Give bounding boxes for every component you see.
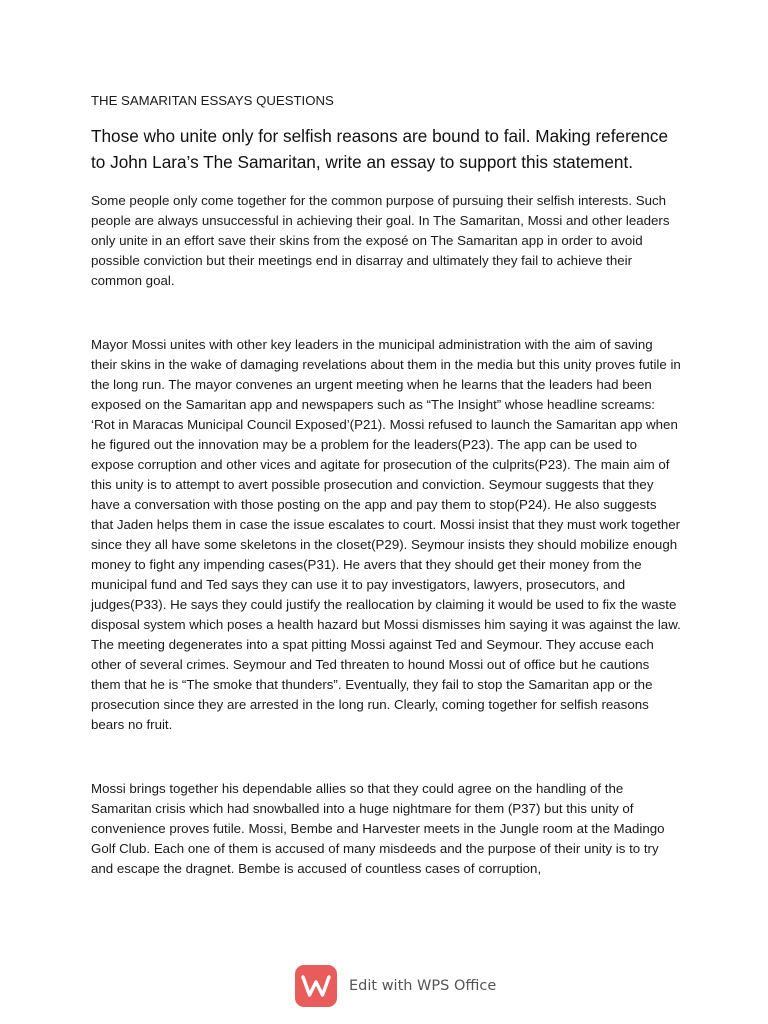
wps-edit-label[interactable]: Edit with WPS Office (349, 978, 497, 994)
essay-question: Those who unite only for selfish reasons are bound to fail. Making reference to John Lara’s The Samaritan, write an essay to support this statement. (91, 126, 669, 172)
wps-office-logo-icon (295, 965, 337, 1007)
document-title: THE SAMARITAN ESSAYS QUESTIONS (91, 93, 334, 108)
paragraph-introduction: Some people only come together for the common purpose of pursuing their selfish interests. Such people are always unsuccessful in achieving their goal. In The Samaritan, Mossi and other leaders only unite in an effort save their skins from the exposé on The Samaritan app in order to avoid possible conviction but their meetings end in disarray and ultimately they fail to achieve their common goal. (91, 193, 670, 288)
document-body (91, 92, 681, 879)
paragraph-body-2: Mossi brings together his dependable allies so that they could agree on the handling of the Samaritan crisis which had snowballed into a huge nightmare for them (P37) but this unity of convenience proves futile. Mossi, Bembe and Harvester meets in the Jungle room at the Madingo Golf Club. Each one of them is accused of many misdeeds and the purpose of their unity is to try and escape the dragnet. Bembe is accused of countless cases of corruption, (91, 781, 665, 876)
wps-edit-banner[interactable] (295, 964, 496, 1008)
paragraph-body-1: Mayor Mossi unites with other key leaders in the municipal administration with the aim of saving their skins in the wake of damaging revelations about them in the media but this unity proves futile in the long run. The mayor convenes an urgent meeting when he learns that the leaders had been exposed on the Samaritan app and newspapers such as “The Insight” whose headline screams: ‘Rot in Maracas Municipal Council Exposed’(P21). Mossi refused to launch the Samaritan app when he figured out the innovation may be a problem for the leaders(P23). The app can be used to expose corruption and other vices and agitate for prosecution of the culprits(P23). The main aim of this unity is to attempt to avert possible prosecution and conviction. Seymour suggests that they have a conversation with those posting on the app and pay them to stop(P24). He also suggests that Jaden helps them in case the issue escalates to court. Mossi insist that they must work together since they all have some skeletons in the closet(P29). Seymour insists they should mobilize enough money to fight any impending cases(P31). He avers that they should get their money from the municipal fund and Ted says they can use it to pay investigators, lawyers, prosecutors, and judges(P33). He says they could justify the reallocation by claiming it would be used to fix the waste disposal system which poses a health hazard but Mossi dismisses him saying it was against the law. The meeting degenerates into a spat pitting Mossi against Ted and Seymour. They accuse each other of several crimes. Seymour and Ted threaten to hound Mossi out of office but he cautions them that he is “The smoke that thunders”. Eventually, they fail to stop the Samaritan app or the prosecution since they are arrested in the long run. Clearly, coming together for selfish reasons bears no fruit. (91, 337, 681, 732)
